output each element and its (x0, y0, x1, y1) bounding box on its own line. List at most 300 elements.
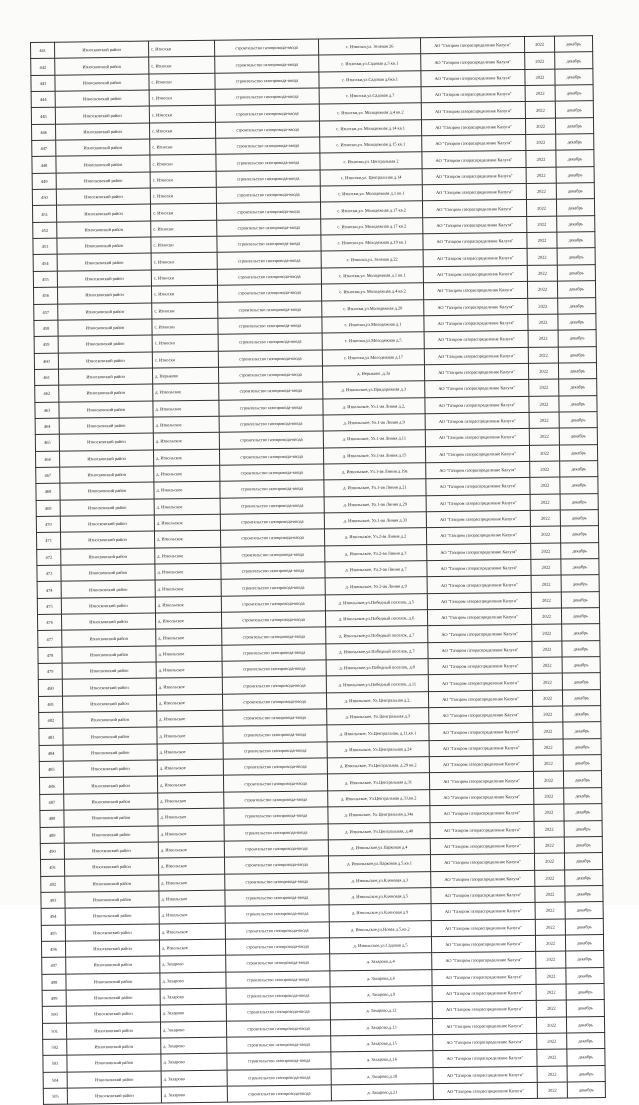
organization-cell: АО "Газпром газораспределение Калуга" (421, 85, 525, 103)
district-cell: Износковский район (65, 891, 159, 908)
table-body (31, 36, 606, 1105)
year-cell: 2022 (535, 919, 565, 936)
address-cell: д. Извольское, Ул.Центральная д.31 (327, 773, 429, 791)
year-cell: 2022 (526, 150, 556, 167)
work-type-cell: строительство газопровода-ввода (215, 72, 319, 90)
row-number: 458 (34, 320, 58, 337)
year-cell: 2022 (530, 510, 560, 527)
year-cell: 2022 (536, 1000, 566, 1017)
month-cell: декабрь (559, 379, 597, 396)
month-cell: декабрь (559, 395, 597, 412)
month-cell: декабрь (562, 624, 600, 641)
work-type-cell: строительство газопровода-ввода (227, 1069, 331, 1087)
locality-cell: с. Износки (152, 302, 218, 319)
row-number: 481 (38, 696, 62, 713)
address-cell: с. Износки,ул. Молодежная д.14 кв.1 (319, 119, 421, 137)
month-cell: декабрь (560, 510, 598, 527)
year-cell: 2022 (530, 526, 560, 543)
organization-cell: АО "Газпром газораспределение Калуга" (422, 200, 526, 218)
organization-cell: АО "Газпром газораспределение Калуга" (431, 935, 535, 953)
work-type-cell: строительство газопровода-ввода (224, 840, 328, 858)
year-cell: 2022 (526, 183, 556, 200)
year-cell: 2022 (527, 216, 557, 233)
year-cell: 2022 (534, 853, 564, 870)
organization-cell: АО "Газпром газораспределение Калуга" (428, 641, 532, 659)
work-type-cell: строительство газопровода-ввода (222, 676, 326, 694)
district-cell: Износковский район (57, 270, 151, 287)
locality-cell: с. Износки (151, 236, 217, 253)
row-number: 448 (32, 157, 56, 174)
work-type-cell: строительство газопровода-ввода (227, 1052, 331, 1070)
district-cell: Износковский район (67, 1071, 161, 1088)
locality-cell: д. Извольское (159, 906, 225, 923)
year-cell: 2022 (536, 1017, 566, 1034)
month-cell: декабрь (562, 657, 600, 674)
locality-cell: д. Извольское (155, 580, 221, 597)
district-cell: Износковский район (59, 417, 153, 434)
month-cell: декабрь (554, 36, 592, 53)
month-cell: декабрь (556, 199, 594, 216)
month-cell: декабрь (567, 1082, 605, 1099)
district-cell: Износковский район (64, 858, 158, 875)
district-cell: Износковский район (59, 433, 153, 450)
row-number: 489 (40, 827, 64, 844)
work-type-cell: строительство газопровода-ввода (218, 333, 322, 351)
month-cell: декабрь (563, 755, 601, 772)
district-cell: Износковский район (60, 515, 154, 532)
organization-cell: АО "Газпром газораспределение Калуга" (421, 53, 525, 71)
organization-cell: АО "Газпром газораспределение Калуга" (424, 331, 528, 349)
year-cell: 2022 (531, 575, 561, 592)
month-cell: декабрь (566, 967, 604, 984)
address-cell: д. Извольское, Ул.1-ая Линия д.15 (323, 446, 425, 464)
address-cell: д. Захарово,д.4 (330, 953, 432, 971)
month-cell: декабрь (567, 1033, 605, 1050)
year-cell: 2022 (526, 200, 556, 217)
locality-cell: д. Захарово (160, 1021, 226, 1038)
address-cell: с. Износки,ул. Молодежная д.4 кв.2 (321, 283, 423, 301)
year-cell: 2022 (526, 167, 556, 184)
month-cell: декабрь (561, 591, 599, 608)
locality-cell: д. Извольское (154, 465, 220, 482)
month-cell: декабрь (558, 330, 596, 347)
work-type-cell: строительство газопровода-ввода (226, 954, 330, 972)
district-cell: Износковский район (56, 139, 150, 156)
month-cell: декабрь (562, 673, 600, 690)
year-cell: 2022 (533, 722, 563, 739)
address-cell: с. Износки,ул.Молодежная д.5 (322, 332, 424, 350)
organization-cell: АО "Газпром газораспределение Калуга" (432, 984, 536, 1002)
year-cell: 2022 (531, 559, 561, 576)
address-cell: д. Извольское, Ул.Центральная д.3 (327, 708, 429, 726)
row-number: 450 (32, 189, 56, 206)
district-cell: Износковский район (59, 401, 153, 418)
locality-cell: д. Извольское (153, 416, 219, 433)
row-number: 455 (33, 271, 57, 288)
row-number: 442 (31, 59, 55, 76)
month-cell: декабрь (565, 885, 603, 902)
organization-cell: АО "Газпром газораспределение Калуга" (429, 739, 533, 757)
locality-cell: д. Извольское (156, 645, 222, 662)
row-number: 464 (35, 418, 59, 435)
district-cell: Износковский район (58, 303, 152, 320)
year-cell: 2022 (531, 543, 561, 560)
organization-cell: АО "Газпром газораспределение Калуга" (427, 576, 531, 594)
address-cell: д. Извольское, Ул.Центральная, д.40 (328, 822, 430, 840)
organization-cell: АО "Газпром газораспределение Калуга" (429, 707, 533, 725)
work-type-cell: строительство газопровода-ввода (224, 807, 328, 825)
work-type-cell: строительство газопровода-ввода (217, 251, 321, 269)
district-cell: Износковский район (58, 368, 152, 385)
row-number: 456 (34, 287, 58, 304)
year-cell: 2022 (528, 314, 558, 331)
month-cell: декабрь (560, 477, 598, 494)
year-cell: 2022 (527, 265, 557, 282)
row-number: 493 (41, 892, 65, 909)
work-type-cell: строительство газопровода-ввода (227, 1036, 331, 1054)
organization-cell: АО "Газпром газораспределение Калуга" (423, 249, 527, 267)
row-number: 441 (31, 42, 55, 59)
address-cell: д. Захарово,д.15 (331, 1035, 433, 1053)
address-cell: д. Извольское, Ул.1-ая Линия д.11 (323, 430, 425, 448)
organization-cell: АО "Газпром газораспределение Калуга" (425, 396, 529, 414)
row-number: 491 (40, 859, 64, 876)
year-cell: 2022 (524, 36, 554, 53)
row-number: 454 (33, 255, 57, 272)
work-type-cell: строительство газопровода-ввода (225, 872, 329, 890)
row-number: 492 (41, 876, 65, 893)
locality-cell: д. Захарово (160, 955, 226, 972)
year-cell: 2022 (537, 1049, 567, 1066)
organization-cell: АО "Газпром газораспределение Калуга" (428, 690, 532, 708)
row-number: 487 (40, 794, 64, 811)
district-cell: Износковский район (66, 956, 160, 973)
address-cell: д. Извольское, Ул.2-ая Линия д.3 (325, 544, 427, 562)
organization-cell: АО "Газпром газораспределение Калуга" (425, 380, 529, 398)
work-type-cell: строительство газопровода-ввода (217, 268, 321, 286)
year-cell: 2022 (528, 330, 558, 347)
organization-cell: АО "Газпром газораспределение Калуга" (433, 1033, 537, 1051)
organization-cell: АО "Газпром газораспределение Калуга" (433, 1066, 537, 1084)
address-cell: д. Захарово,д.12 (330, 1002, 432, 1020)
work-type-cell: строительство газопровода-ввода (223, 742, 327, 760)
locality-cell: д. Извольское (158, 841, 224, 858)
address-cell: д. Захарово,д.13 (330, 1018, 432, 1036)
organization-cell: АО "Газпром газораспределение Калуга" (431, 870, 535, 888)
work-type-cell: строительство газопровода-ввода (217, 219, 321, 237)
year-cell: 2022 (536, 951, 566, 968)
locality-cell: д. Извольское (158, 808, 224, 825)
year-cell: 2022 (529, 445, 559, 462)
row-number: 446 (32, 124, 56, 141)
month-cell: декабрь (555, 85, 593, 102)
row-number: 463 (35, 402, 59, 419)
work-type-cell: строительство газопровода-ввода (223, 774, 327, 792)
month-cell: декабрь (558, 297, 596, 314)
row-number: 443 (31, 75, 55, 92)
district-cell: Износковский район (58, 335, 152, 352)
address-cell: с. Износки,ул.Садовая д.7 (319, 87, 421, 105)
row-number: 472 (37, 549, 61, 566)
locality-cell: д. Захарово (161, 1037, 227, 1054)
organization-cell: АО "Газпром газораспределение Калуга" (422, 167, 526, 185)
work-type-cell: строительство газопровода-ввода (222, 660, 326, 678)
locality-cell: д. Извольское (157, 776, 223, 793)
row-number: 494 (41, 908, 65, 925)
address-cell: с. Износки,ул. Зеленая 26 (318, 38, 420, 56)
organization-cell: АО "Газпром газораспределение Калуга" (427, 608, 531, 626)
district-cell: Износковский район (60, 466, 154, 483)
work-type-cell: строительство газопровода-ввода (222, 644, 326, 662)
locality-cell: с. Износки (149, 106, 215, 123)
address-cell: д. Извольское, Ул.Центральная, д.11,кв.1 (327, 724, 429, 742)
work-type-cell: строительство газопровода-ввода (216, 202, 320, 220)
work-type-cell: строительство газопровода-ввода (226, 970, 330, 988)
locality-cell: с. Износки (151, 269, 217, 286)
year-cell: 2022 (534, 804, 564, 821)
address-cell: д. Захарово,д.9 (330, 986, 432, 1004)
organization-cell: АО "Газпром газораспределение Калуга" (430, 805, 534, 823)
organization-cell: АО "Газпром газораспределение Калуга" (424, 363, 528, 381)
row-number: 470 (36, 516, 60, 533)
year-cell: 2022 (535, 902, 565, 919)
organization-cell: АО "Газпром газораспределение Калуга" (428, 674, 532, 692)
year-cell: 2022 (525, 85, 555, 102)
year-cell: 2022 (531, 592, 561, 609)
address-cell: с. Износки,ул.Садовая д.6кв.1 (319, 70, 421, 88)
locality-cell: с. Износки (149, 122, 215, 139)
address-cell: д. Извольское, Ул.Центральная д.33,кв.2 (328, 789, 430, 807)
address-cell: д. Извольское, Ул.2-ая Линия д.2 (324, 528, 426, 546)
locality-cell: д. Извольское (156, 661, 222, 678)
row-number: 457 (34, 304, 58, 321)
locality-cell: с. Износки (152, 318, 218, 335)
organization-cell: АО "Газпром газораспределение Калуга" (432, 952, 536, 970)
work-type-cell: строительство газопровода-ввода (218, 349, 322, 367)
address-cell: д. Извольское,ул.Победный поселок, д.8 (326, 659, 428, 677)
address-cell: с. Износки,ул. Молодежная д.17 кв.2 (320, 201, 422, 219)
organization-cell: АО "Газпром газораспределение Калуга" (425, 412, 529, 430)
work-type-cell: строительство газопровода-ввода (225, 905, 329, 923)
month-cell: декабрь (555, 101, 593, 118)
month-cell: декабрь (555, 117, 593, 134)
year-cell: 2022 (533, 739, 563, 756)
address-cell: д. Извольское, Ул.1-ая Линия д.33 (324, 512, 426, 530)
district-cell: Износковский район (64, 825, 158, 842)
district-cell: Износковский район (55, 41, 149, 58)
work-type-cell: строительство газопровода-ввода (218, 300, 322, 318)
organization-cell: АО "Газпром газораспределение Калуга" (425, 445, 529, 463)
organization-cell: АО "Газпром газораспределение Калуга" (423, 216, 527, 234)
locality-cell: д. Извольское (158, 825, 224, 842)
month-cell: декабрь (556, 183, 594, 200)
month-cell: декабрь (563, 738, 601, 755)
month-cell: декабрь (559, 444, 597, 461)
month-cell: декабрь (560, 493, 598, 510)
address-cell: д. Нерыково ,д.3а (322, 365, 424, 383)
year-cell: 2022 (525, 52, 555, 69)
organization-cell: АО "Газпром газораспределение Калуга" (431, 919, 535, 937)
work-type-cell: строительство газопровода-ввода (222, 627, 326, 645)
locality-cell: д. Извольское (154, 498, 220, 515)
year-cell: 2022 (537, 1082, 567, 1099)
address-cell: д. Извольское, Ул.1-ая Линия д.2, (323, 397, 425, 415)
year-cell: 2022 (536, 984, 566, 1001)
work-type-cell: строительство газопровода-ввода (223, 758, 327, 776)
address-cell: д. Извольское,ул.Кленовая д.3 (329, 871, 431, 889)
work-type-cell: строительство газопровода-ввода (216, 186, 320, 204)
locality-cell: д. Извольское (154, 531, 220, 548)
locality-cell: д. Извольское (158, 792, 224, 809)
month-cell: декабрь (558, 313, 596, 330)
address-cell: с. Износки,ул.Молодежная д.20 (322, 299, 424, 317)
month-cell: декабрь (556, 166, 594, 183)
organization-cell: АО "Газпром газораспределение Калуга" (432, 1017, 536, 1035)
organization-cell: АО "Газпром газораспределение Калуга" (432, 1001, 536, 1019)
work-type-cell: строительство газопровода-ввода (216, 153, 320, 171)
work-type-cell: строительство газопровода-ввода (221, 562, 325, 580)
district-cell: Износковский район (56, 155, 150, 172)
year-cell: 2022 (526, 134, 556, 151)
organization-cell: АО "Газпром газораспределение Калуга" (421, 102, 525, 120)
row-number: 451 (33, 206, 57, 223)
work-type-cell: строительство газопровода-ввода (219, 382, 323, 400)
locality-cell: с. Износки (150, 171, 216, 188)
organization-cell: АО "Газпром газораспределение Калуга" (430, 854, 534, 872)
district-cell: Износковский район (55, 106, 149, 123)
locality-cell: д. Извольское (157, 759, 223, 776)
locality-cell: с. Износки (151, 253, 217, 270)
row-number: 503 (43, 1055, 67, 1072)
year-cell: 2022 (527, 232, 557, 249)
row-number: 466 (35, 451, 59, 468)
year-cell: 2022 (525, 69, 555, 86)
work-type-cell: строительство газопровода-ввода (225, 938, 329, 956)
month-cell: декабрь (559, 428, 597, 445)
organization-cell: АО "Газпром газораспределение Калуга" (426, 461, 530, 479)
work-type-cell: строительство газопровода-ввода (224, 823, 328, 841)
row-number: 467 (36, 467, 60, 484)
address-cell: д. Извольское, Ул.Центральная д.24 (327, 740, 429, 758)
row-number: 486 (39, 778, 63, 795)
district-cell: Износковский район (66, 1005, 160, 1022)
organization-cell: АО "Газпром газораспределение Калуга" (428, 657, 532, 675)
month-cell: декабрь (557, 281, 595, 298)
organization-cell: АО "Газпром газораспределение Калуга" (424, 298, 528, 316)
month-cell: декабрь (558, 362, 596, 379)
row-number: 497 (42, 957, 66, 974)
work-type-cell: строительство газопровода-ввода (215, 88, 319, 106)
locality-cell: с. Износки (149, 89, 215, 106)
locality-cell: д. Извольское (153, 400, 219, 417)
year-cell: 2022 (530, 494, 560, 511)
locality-cell: д. Извольское (154, 514, 220, 531)
year-cell: 2022 (529, 428, 559, 445)
address-cell: д. Захарово,д.21 (331, 1084, 433, 1102)
year-cell: 2022 (537, 1033, 567, 1050)
address-cell: д. Извольское,ул.Победный поселок, д.5 (325, 593, 427, 611)
row-number: 474 (37, 582, 61, 599)
district-cell: Износковский район (63, 744, 157, 761)
locality-cell: д. Захарово (161, 1070, 227, 1087)
year-cell: 2022 (537, 1066, 567, 1083)
address-cell: с. Износки,ул. Молодежная д.4 кв.2 (319, 103, 421, 121)
row-number: 504 (43, 1072, 67, 1089)
work-type-cell: строительство газопровода-ввода (223, 709, 327, 727)
year-cell: 2022 (536, 968, 566, 985)
work-type-cell: строительство газопровода-ввода (221, 546, 325, 564)
locality-cell: с. Износки (150, 204, 216, 221)
year-cell: 2022 (529, 396, 559, 413)
month-cell: декабрь (564, 804, 602, 821)
district-cell: Износковский район (66, 973, 160, 990)
month-cell: декабрь (555, 68, 593, 85)
row-number: 501 (42, 1023, 66, 1040)
month-cell: декабрь (565, 902, 603, 919)
work-type-cell: строительство газопровода-ввода (216, 137, 320, 155)
row-number: 459 (34, 336, 58, 353)
work-type-cell: строительство газопровода-ввода (217, 235, 321, 253)
district-cell: Износковский район (64, 842, 158, 859)
locality-cell: с. Износки (149, 57, 215, 74)
district-cell: Износковский район (66, 989, 160, 1006)
row-number: 480 (38, 680, 62, 697)
district-cell: Износковский район (56, 172, 150, 189)
month-cell: декабрь (567, 1049, 605, 1066)
year-cell: 2022 (532, 690, 562, 707)
organization-cell: АО "Газпром газораспределение Калуга" (431, 903, 535, 921)
month-cell: декабрь (560, 526, 598, 543)
locality-cell: с. Износки (148, 40, 214, 57)
locality-cell: д. Нерыково (152, 367, 218, 384)
district-cell: Износковский район (63, 760, 157, 777)
work-type-cell: строительство газопровода-ввода (220, 513, 324, 531)
work-type-cell: строительство газопровода-ввода (226, 1020, 330, 1038)
district-cell: Износковский район (64, 809, 158, 826)
address-cell: д. Извольское,ул.Парковая д.4 (328, 839, 430, 857)
organization-cell: АО "Газпром газораспределение Калуга" (432, 968, 536, 986)
year-cell: 2022 (530, 477, 560, 494)
row-number: 505 (43, 1088, 67, 1105)
row-number: 490 (40, 843, 64, 860)
work-type-cell: строительство газопровода-ввода (225, 889, 329, 907)
row-number: 471 (36, 532, 60, 549)
month-cell: декабрь (564, 787, 602, 804)
month-cell: декабрь (560, 461, 598, 478)
year-cell: 2022 (527, 281, 557, 298)
district-cell: Износковский район (65, 924, 159, 941)
district-cell: Износковский район (61, 613, 155, 630)
month-cell: декабрь (561, 542, 599, 559)
row-number: 495 (41, 925, 65, 942)
address-cell: д. Извольское, Ул.Центральная д.34а (328, 806, 430, 824)
locality-cell: д. Извольское (154, 481, 220, 498)
district-cell: Износковский район (60, 482, 154, 499)
document-sheet (30, 35, 605, 1105)
district-cell: Износковский район (56, 123, 150, 140)
district-cell: Износковский район (57, 204, 151, 221)
district-cell: Износковский район (59, 384, 153, 401)
year-cell: 2022 (532, 641, 562, 658)
locality-cell: с. Износки (149, 73, 215, 90)
month-cell: декабрь (557, 232, 595, 249)
locality-cell: д. Извольское (153, 449, 219, 466)
year-cell: 2022 (534, 821, 564, 838)
organization-cell: АО "Газпром газораспределение Калуга" (421, 118, 525, 136)
locality-cell: д. Извольское (153, 432, 219, 449)
locality-cell: с. Износки (152, 334, 218, 351)
locality-cell: д. Извольское (159, 874, 225, 891)
